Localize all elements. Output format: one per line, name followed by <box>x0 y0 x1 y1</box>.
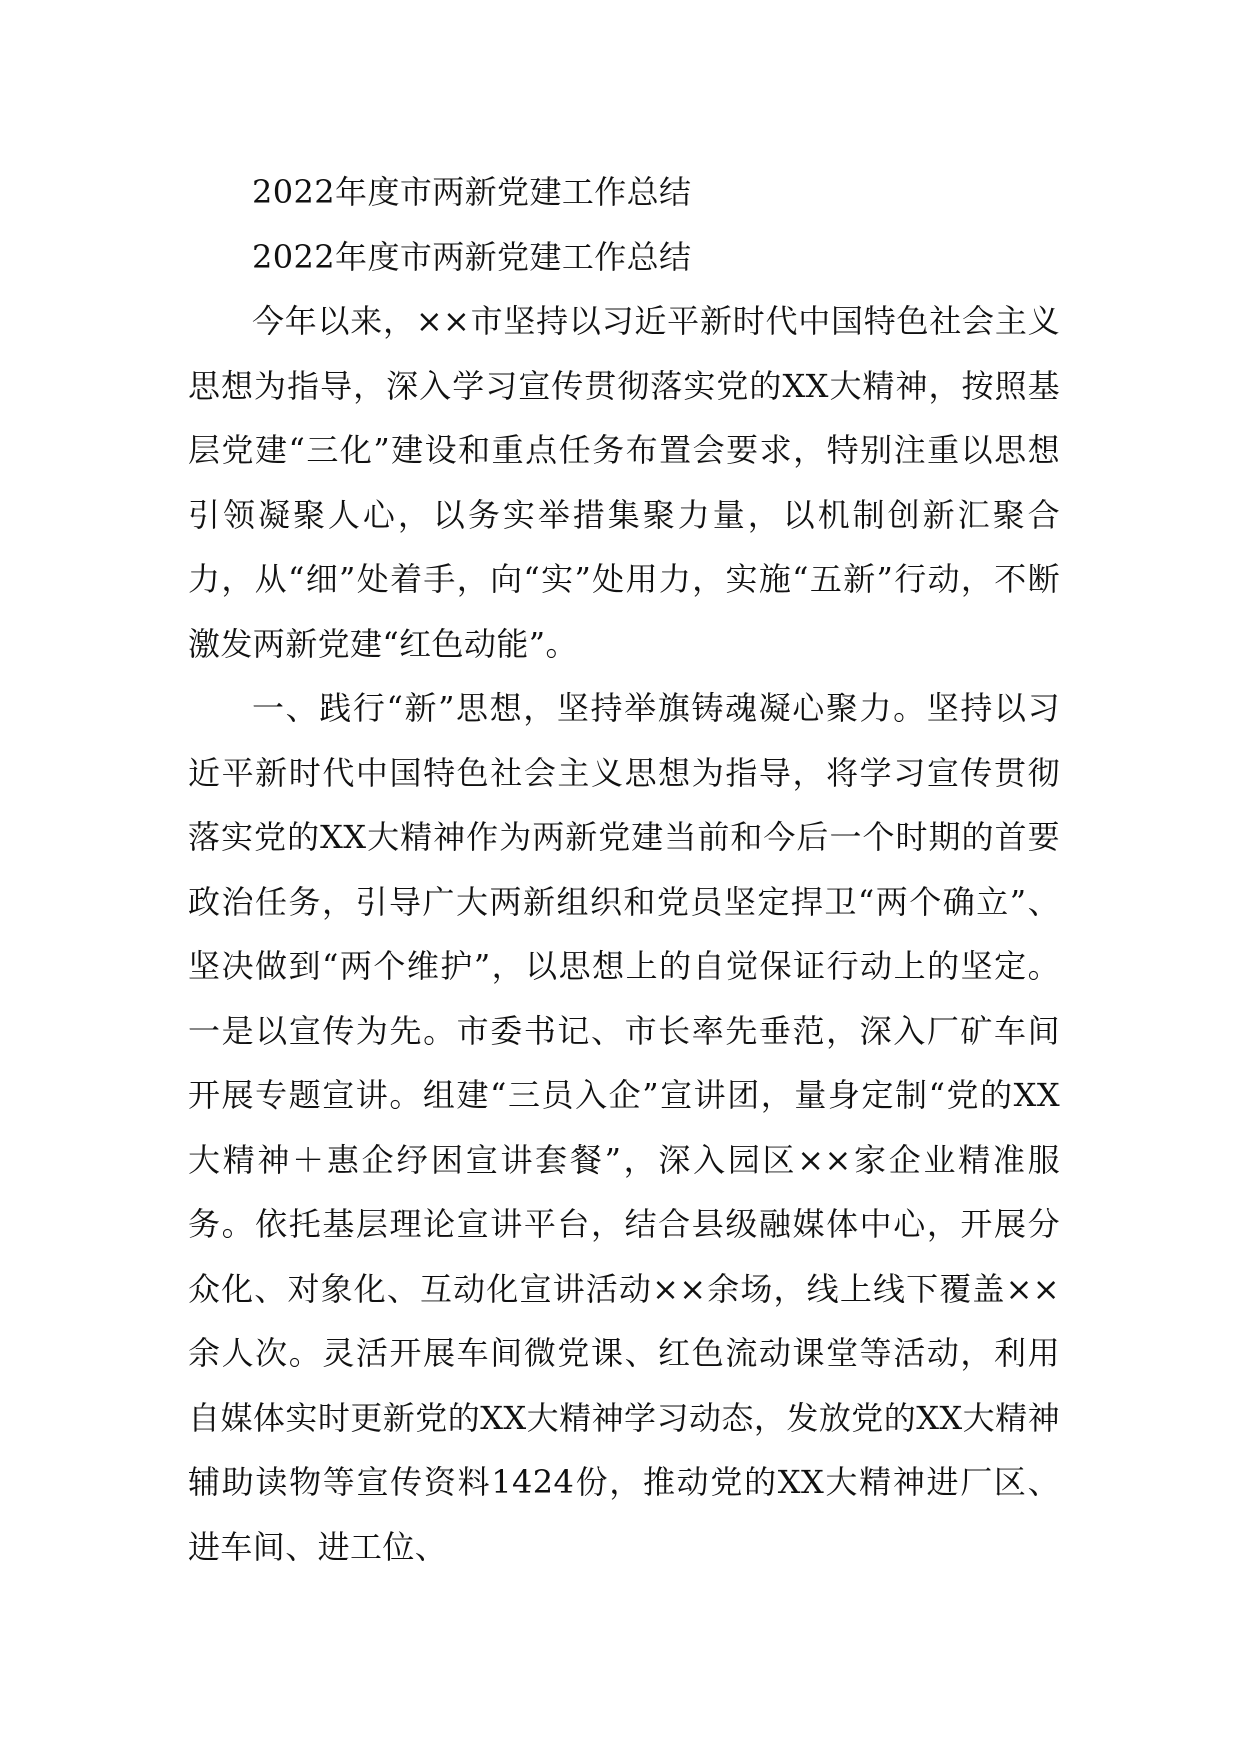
document-body <box>188 160 1060 1579</box>
intro-paragraph: 今年以来，××市坚持以习近平新时代中国特色社会主义思想为指导，深入学习宣传贯彻落实党的XX大精神，按照基层党建“三化”建设和重点任务布置会要求，特别注重以思想引领凝聚人心，以务实举措集聚力量，以机制创新汇聚合力，从“细”处着手，向“实”处用力，实施“五新”行动，不断激发两新党建“红色动能”。 <box>188 302 1060 663</box>
section-one-paragraph: 一、践行“新”思想，坚持举旗铸魂凝心聚力。坚持以习近平新时代中国特色社会主义思想为指导，将学习宣传贯彻落实党的XX大精神作为两新党建当前和今后一个时期的首要政治任务，引导广大两新组织和党员坚定捍卫“两个确立”、坚决做到“两个维护”，以思想上的自觉保证行动上的坚定。一是以宣传为先。市委书记、市长率先垂范，深入厂矿车间开展专题宣讲。组建“三员入企”宣讲团，量身定制“党的XX大精神＋惠企纾困宣讲套餐”，深入园区××家企业精准服务。依托基层理论宣讲平台，结合县级融媒体中心，开展分众化、对象化、互动化宣讲活动××余场，线上线下覆盖××余人次。灵活开展车间微党课、红色流动课堂等活动，利用自媒体实时更新党的XX大精神学习动态，发放党的XX大精神辅助读物等宣传资料1424份，推动党的XX大精神进厂区、进车间、进工位、 <box>188 689 1060 1566</box>
document-title-repeat: 2022年度市两新党建工作总结 <box>252 237 692 276</box>
document-title: 2022年度市两新党建工作总结 <box>252 173 692 211</box>
